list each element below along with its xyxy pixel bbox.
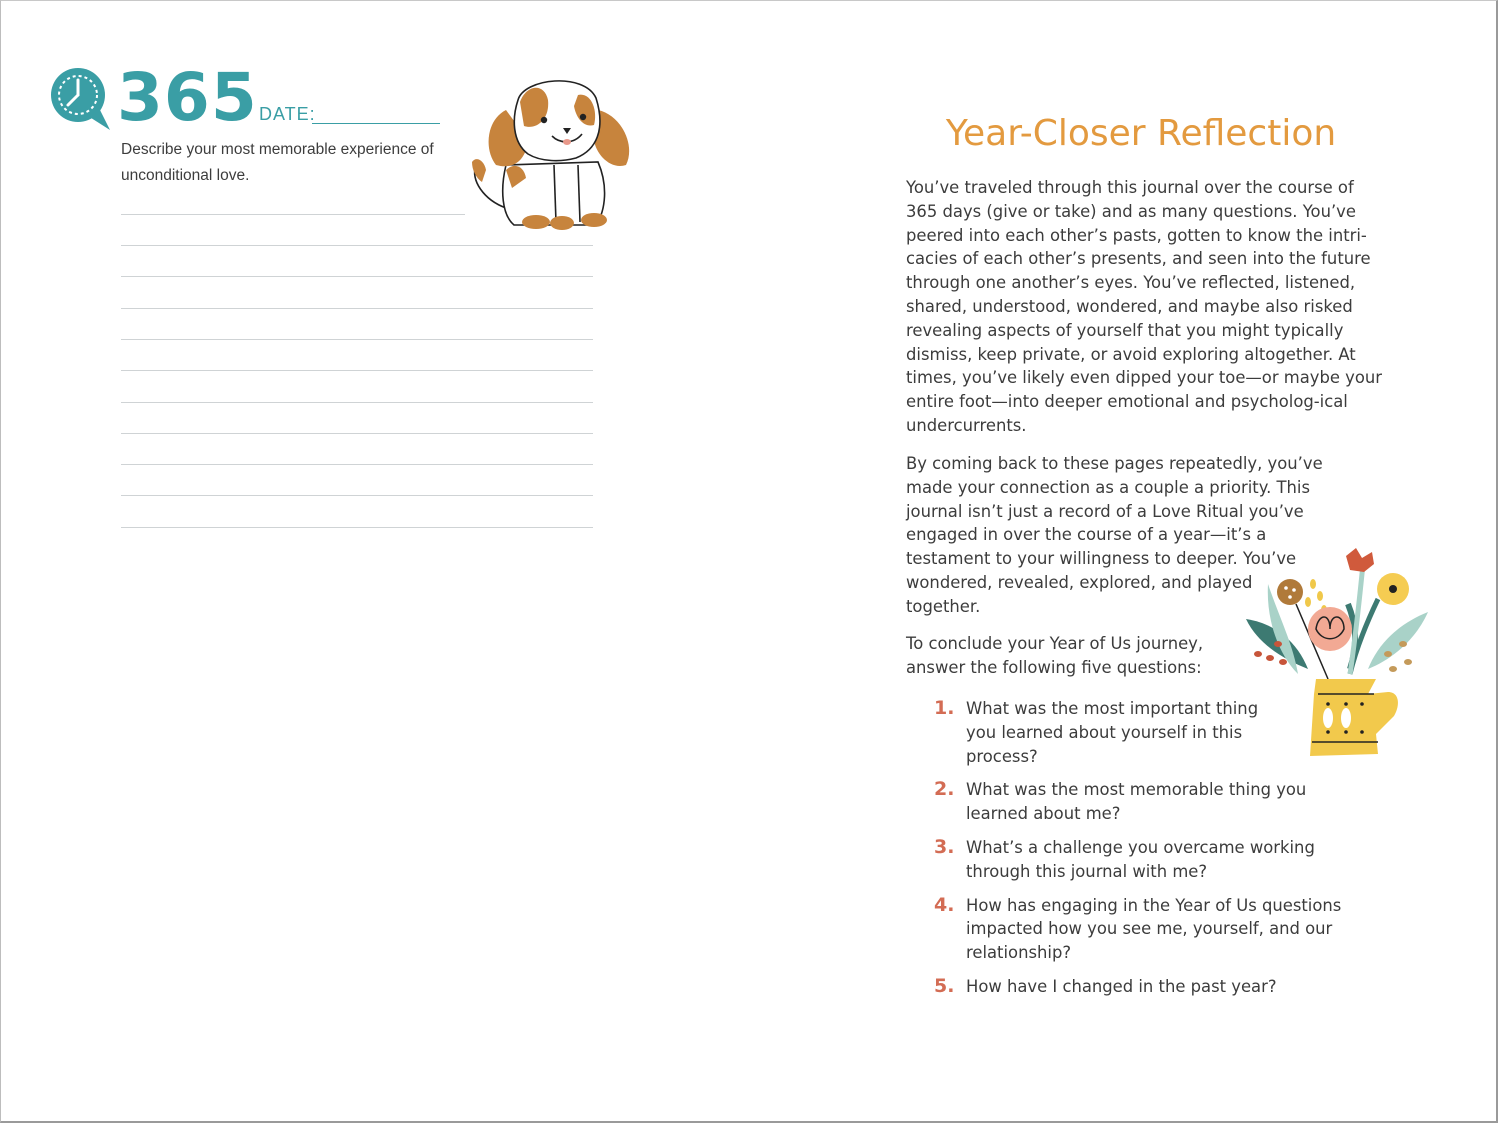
writing-line[interactable]: [121, 464, 593, 465]
page-title: Year-Closer Reflection: [945, 113, 1337, 154]
writing-line[interactable]: [121, 370, 593, 371]
date-label: DATE:: [259, 104, 316, 124]
question-number: 3.: [934, 835, 955, 858]
writing-line[interactable]: [121, 495, 593, 496]
conclusion-paragraph: To conclude your Year of Us journey, answer the following five questions:: [906, 634, 1204, 677]
question-text: What was the most important thing you learned about yourself in this process?: [966, 699, 1259, 766]
priority-paragraph: By coming back to these pages repeatedly, you’ve made your connection as a couple a priority. This journal isn’t just a record of a Love Ritual you’ve engaged in over the course of a year—it’s a testament to your willingness to deeper. You’ve wondered, revealed, explored, and played together.: [906, 454, 1323, 616]
clock-speech-bubble-icon: [48, 66, 114, 132]
question-item: [934, 778, 1354, 826]
question-item: [934, 894, 1354, 965]
day-number: 365: [117, 59, 258, 136]
question-number: 1.: [934, 697, 955, 719]
question-text: How have I changed in the past year?: [966, 976, 1277, 996]
question-text: How has engaging in the Year of Us questions impacted how you see me, yourself, and our relationship?: [966, 895, 1342, 963]
writing-line[interactable]: [121, 339, 593, 340]
question-number: 4.: [934, 893, 955, 916]
question-text: What’s a challenge you overcame working through this journal with me?: [966, 837, 1315, 881]
question-text: What was the most memorable thing you learned about me?: [966, 780, 1307, 824]
question-number: 2.: [934, 778, 955, 801]
writing-line[interactable]: [121, 527, 593, 528]
writing-line[interactable]: [121, 276, 593, 277]
flower-vase-illustration: [1238, 544, 1433, 762]
writing-line[interactable]: [121, 214, 465, 215]
prompt-text: Describe your most memorable experience of unconditional love.: [121, 141, 434, 184]
puppy-illustration: [466, 70, 636, 235]
writing-line[interactable]: [121, 245, 593, 246]
writing-line[interactable]: [121, 308, 593, 309]
question-item: [934, 975, 1354, 999]
intro-paragraph: You’ve traveled through this journal over the course of 365 days (give or take) and as many questions. You’ve peered into each other’s pasts, gotten to know the intri-cacies of each other’s presents, and seen into the future through one another’s eyes. You’ve reflected, listened, shared, understood, wondered, and maybe also risked revealing aspects of yourself that you might typically dismiss, keep private, or avoid exploring altogether. At times, you’ve likely even dipped your toe—or maybe your entire foot—into deeper emotional and psycholog-ical undercurrents.: [906, 178, 1383, 435]
date-entry-line[interactable]: [312, 123, 440, 124]
question-item: [934, 836, 1354, 884]
writing-line[interactable]: [121, 402, 593, 403]
writing-line[interactable]: [121, 433, 593, 434]
question-number: 5.: [934, 974, 955, 997]
